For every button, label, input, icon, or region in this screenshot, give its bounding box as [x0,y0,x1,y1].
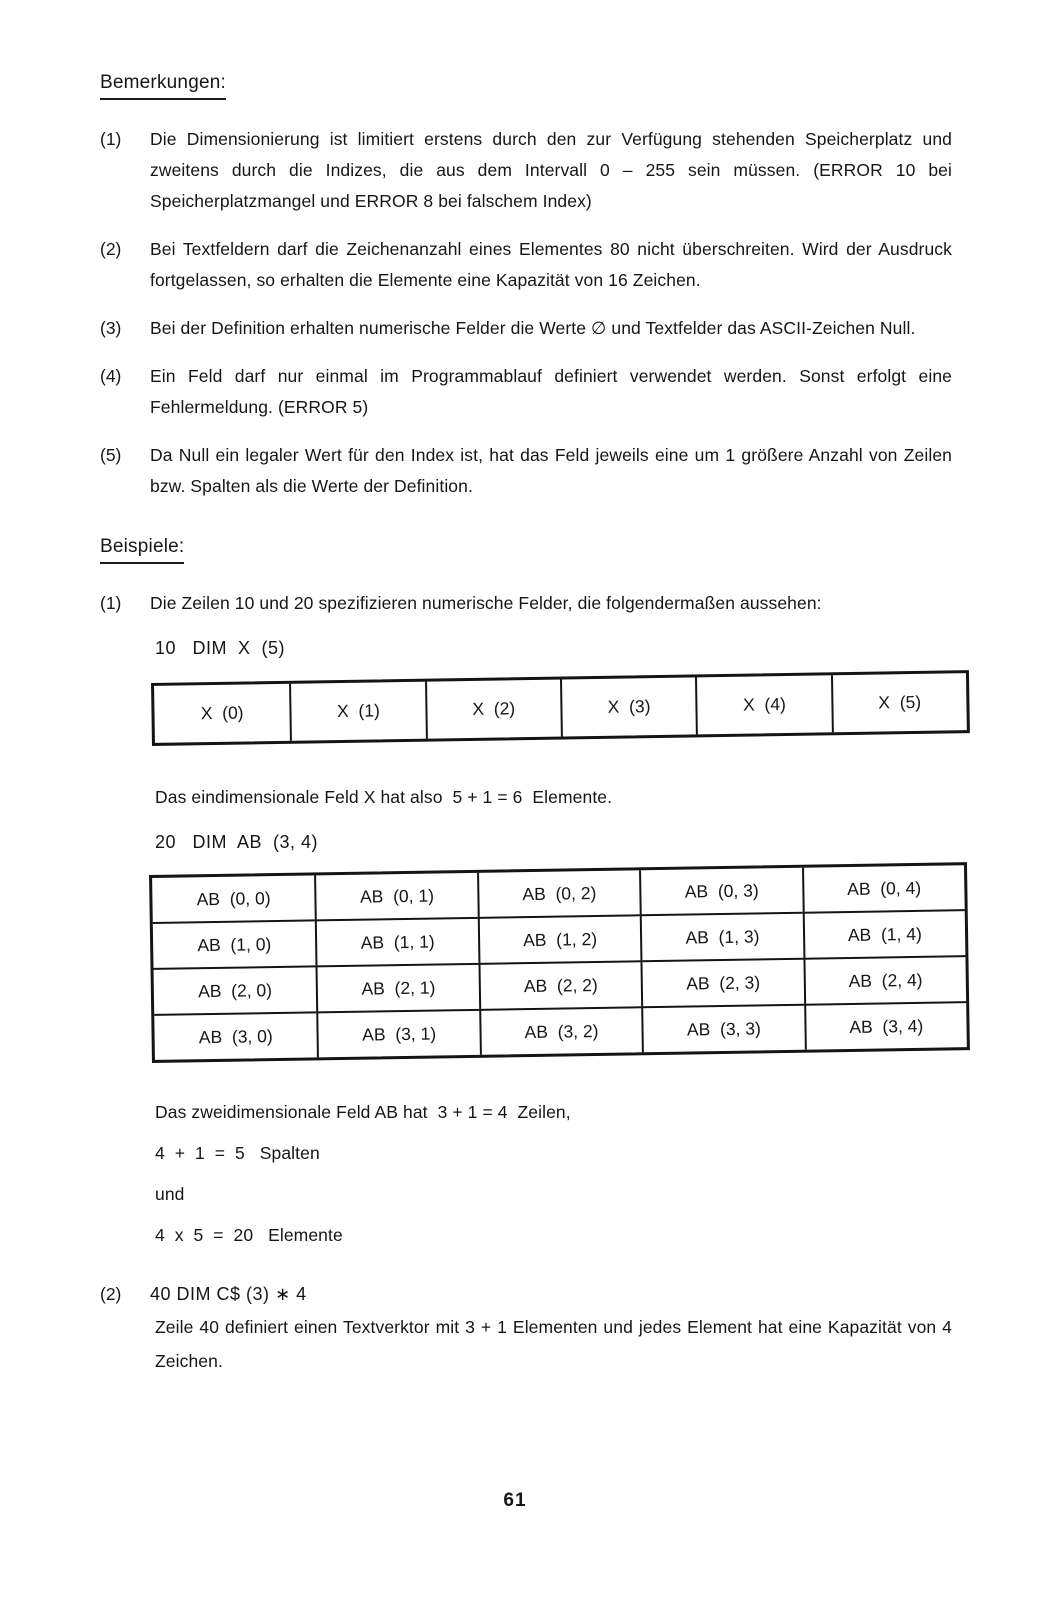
matrix-note-cols: 4 + 1 = 5 Spalten [155,1143,320,1163]
matrix-note-rows: Das zweidimensionale Feld AB hat 3 + 1 = 4 Zeilen, [155,1102,571,1122]
example-number: (2) [100,1284,122,1304]
matrix-cell: AB (3, 3) [641,1004,804,1053]
example-1-body [150,633,952,1251]
basic-code-dim-ab: 20 DIM AB (3, 4) [155,832,319,852]
remark-item-2 [100,234,952,296]
matrix-cell: AB (2, 2) [478,960,641,1009]
matrix-cell: AB (2, 3) [641,958,804,1007]
matrix-cell: AB (0, 4) [802,865,965,912]
example-2-body [150,1310,952,1378]
example-2-text: Zeile 40 definiert einen Textverktor mit 3 + 1 Elementen und jedes Element hat eine Kapazität von 4 Zeichen. [155,1317,952,1371]
matrix-table-wrap [147,862,952,1063]
matrix-cell: AB (3, 4) [804,1001,967,1050]
remark-text: Die Dimensionierung ist limitiert erstens durch den zur Verfügung stehenden Speicherplatz und zweitens durch die Indizes, die aus dem Intervall 0 – 255 sein müssen. (ERROR 10 bei Speicherplatzmangel und ERROR 8 bei falschem Index) [150,129,952,211]
matrix-cell: AB (3, 0) [154,1011,317,1060]
vector-cell: X (2) [425,680,561,739]
example-item-1 [100,588,952,619]
matrix-cell: AB (3, 1) [317,1009,480,1058]
vector-cell: X (1) [289,682,425,741]
matrix-cell: AB (1, 4) [802,909,965,958]
remark-number: (2) [100,239,122,259]
vector-table [151,670,970,746]
matrix-cell: AB (0, 3) [639,868,802,915]
page-number: 61 [503,1490,527,1511]
vector-cell: X (4) [695,675,831,734]
matrix-table [149,862,970,1063]
matrix-cell: AB (1, 0) [153,919,316,968]
remark-text: Bei Textfeldern darf die Zeichenanzahl eines Elementes 80 nicht überschreiten. Wird der Ausdruck fortgelassen, so erhalten die Elemente eine Kapazität von 16 Zeichen. [150,239,952,290]
matrix-note-total: 4 x 5 = 20 Elemente [155,1225,343,1245]
remarks-heading: Bemerkungen: [100,72,226,100]
examples-section [100,536,952,564]
vector-cell: X (5) [831,673,967,732]
remark-item-1 [100,124,952,217]
remark-item-4 [100,361,952,423]
matrix-cell: AB (0, 2) [477,870,640,917]
matrix-cell: AB (2, 1) [316,963,479,1012]
remark-number: (4) [100,366,122,386]
remark-number: (5) [100,445,122,465]
remark-number: (1) [100,129,122,149]
vector-table-wrap [149,670,952,746]
matrix-cell: AB (3, 2) [479,1006,642,1055]
vector-cell: X (0) [200,702,244,724]
examples-heading: Beispiele: [100,536,184,564]
basic-code-dim-c: 40 DIM C$ (3) ∗ 4 [150,1284,307,1304]
remark-text: Da Null ein legaler Wert für den Index ist, hat das Feld jeweils eine um 1 größere Anzahl von Zeilen bzw. Spalten als die Werte der Definition. [150,445,952,496]
remark-text: Bei der Definition erhalten numerische Felder die Werte ∅ und Textfelder das ASCII-Zeichen Null. [150,318,916,338]
matrix-cell: AB (1, 2) [478,914,641,963]
matrix-cell: AB (2, 0) [154,965,317,1014]
example-number: (1) [100,593,122,613]
remark-item-5 [100,440,952,502]
matrix-note-and: und [155,1184,185,1204]
example-intro: Die Zeilen 10 und 20 spezifizieren numerische Felder, die folgendermaßen aussehen: [150,593,822,613]
matrix-cell: AB (0, 0) [196,887,271,909]
matrix-cell: AB (2, 4) [803,955,966,1004]
remark-item-3 [100,313,952,344]
remark-number: (3) [100,318,122,338]
vector-cell: X (3) [560,677,696,736]
example-item-2 [100,1279,952,1310]
remarks-section [100,72,952,100]
vector-note: Das eindimensionale Feld X hat also 5 + 1 = 6 Elemente. [155,787,613,807]
matrix-cell: AB (0, 1) [314,873,477,920]
matrix-cell: AB (1, 1) [315,917,478,966]
remark-text: Ein Feld darf nur einmal im Programmablauf definiert verwendet werden. Sonst erfolgt eine Fehlermeldung. (ERROR 5) [150,366,952,417]
matrix-cell: AB (1, 3) [640,912,803,961]
basic-code-dim-x: 10 DIM X (5) [155,638,286,658]
